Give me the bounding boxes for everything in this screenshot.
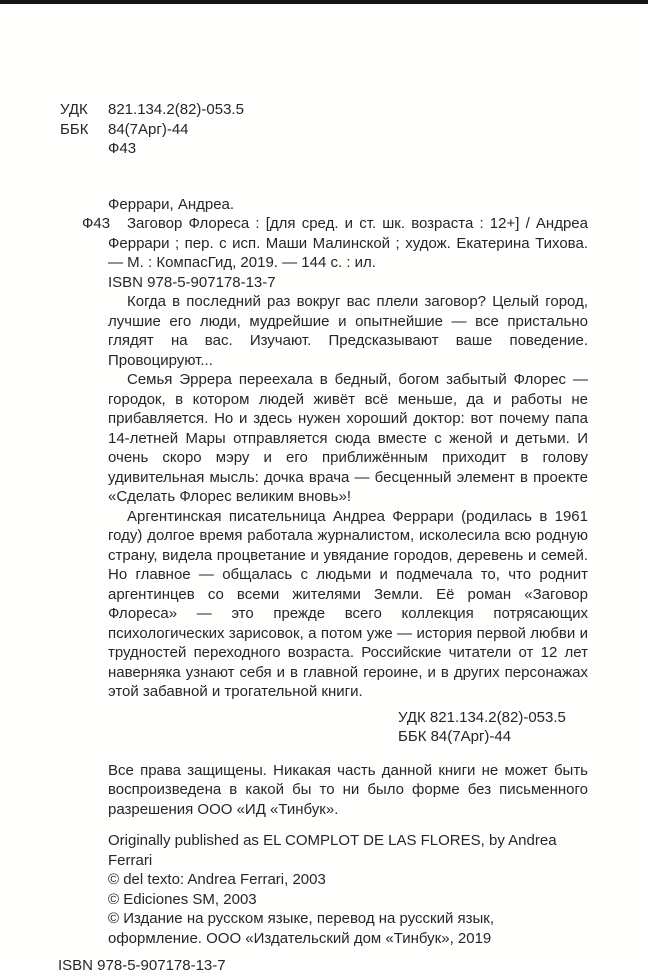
author-sign: Ф43 bbox=[108, 140, 137, 157]
page-top-edge bbox=[0, 0, 648, 4]
udk-label: УДК bbox=[60, 101, 88, 118]
udk-number: 821.134.2(82)-053.5 bbox=[108, 101, 244, 118]
author-sign-row bbox=[60, 139, 588, 159]
annotation-paragraph-1: Когда в последний раз вокруг вас плели заговор? Целый город, лучшие его люди, мудрейшие и опытнейшие — все пристально глядят на вас. Изучают. Предсказывают ваше поведение. Провоцируют... bbox=[108, 293, 588, 369]
cip-description: Заговор Флореса : [для сред. и ст. шк. возраста : 12+] / Андреа Феррари ; пер. с исп. Маши Малинской ; худож. Екатерина Тихова. — М. : КомпасГид, 2019. — 144 с. : ил. bbox=[108, 215, 588, 271]
original-publication-line: Originally published as EL COMPLOT DE LAS FLORES, by Andrea Ferrari bbox=[108, 832, 557, 869]
annotation-block bbox=[108, 292, 588, 702]
copyright-line-texto: © del texto: Andrea Ferrari, 2003 bbox=[108, 871, 326, 888]
bbk-line-right: ББК 84(7Арг)-44 bbox=[398, 728, 512, 745]
bbk-number: 84(7Арг)-44 bbox=[108, 120, 189, 138]
udk-line-right: УДК 821.134.2(82)-053.5 bbox=[398, 708, 566, 726]
cip-author-sign: Ф43 bbox=[82, 215, 111, 232]
annotation-paragraph-3: Аргентинская писательница Андреа Феррари (родилась в 1961 году) долгое время работала журналистом, исколесила всю родную страну, видела процветание и увядание городов, деревень и семей. Но главное — общалась с людьми и подмечала то, что роднит аргентинцев со всеми жителями Земли. Её роман «Заговор Флореса» — это прежде всего коллекция потрясающих психологических зарисовок, а потом уже — история первой любви и трудностей переходного возраста. Российские читатели от 12 лет наверняка узнают себя и в главной героине, и в других персонажах этой забавной и трогательной книги. bbox=[108, 507, 588, 700]
cip-description-paragraph bbox=[82, 214, 588, 273]
classification-right-block bbox=[398, 708, 588, 747]
annotation-paragraph-2: Семья Эррера переехала в бедный, богом забытый Флорес — городок, в котором людей живёт всё меньше, да и работы не прибавляется. Но и здесь нужен хороший доктор: вот почему папа 14-летней Мары отправляется сюда вместе с женой и детьми. И очень скоро мэру и его приближённым приходит в голову удивительная мысль: дочка врача — бесценный элемент в проекте «Сделать Флорес великим вновь»! bbox=[108, 371, 588, 505]
copyright-line-ediciones: © Ediciones SM, 2003 bbox=[108, 890, 257, 908]
cip-isbn: ISBN 978-5-907178-13-7 bbox=[108, 273, 276, 291]
isbn-bottom: ISBN 978-5-907178-13-7 bbox=[58, 957, 226, 974]
udk-row bbox=[60, 100, 588, 120]
author-sign-spacer bbox=[60, 139, 108, 159]
bbk-row bbox=[60, 120, 588, 140]
copyright-block bbox=[108, 831, 588, 948]
copyright-line-russian-edition: © Издание на русском языке, перевод на русский язык, оформление. ООО «Издательский дом «Тинбук», 2019 bbox=[108, 910, 495, 947]
cip-author: Феррари, Андреа. bbox=[108, 195, 235, 213]
rights-notice: Все права защищены. Никакая часть данной книги не может быть воспроизведена в какой бы то ни было форме без письменного разрешения ООО «ИД «Тинбук». bbox=[108, 761, 588, 818]
cip-entry bbox=[82, 195, 588, 293]
bbk-label: ББК bbox=[60, 120, 89, 138]
classification-block bbox=[60, 100, 588, 159]
